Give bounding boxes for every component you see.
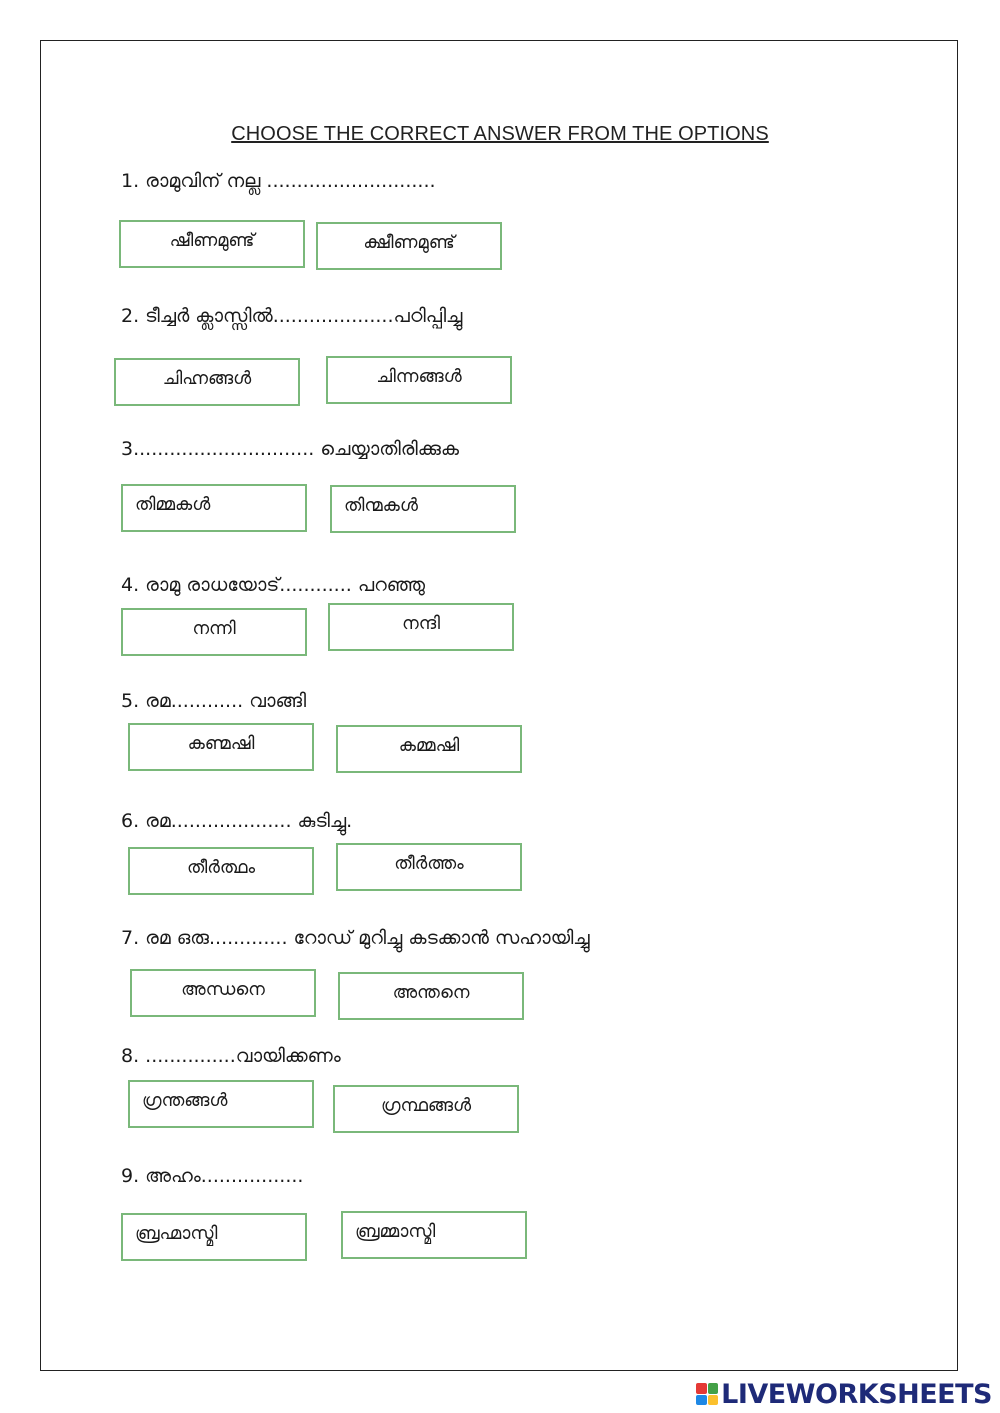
question-7-option-1[interactable]: അന്ധനെ (130, 969, 316, 1017)
question-9-text: 9. അഹം................. (121, 1165, 304, 1187)
question-2-text: 2. ടീച്ചർ ക്ലാസ്സിൽ....................പഠിപ്പിച്ചു (121, 305, 463, 327)
question-6-option-2[interactable]: തീർത്തം (336, 843, 522, 891)
question-5-option-1[interactable]: കണ്മഷി (128, 723, 314, 771)
question-1-option-2[interactable]: ക്ഷീണമുണ്ട് (316, 222, 502, 270)
worksheet-title: CHOOSE THE CORRECT ANSWER FROM THE OPTIONS (231, 123, 769, 145)
question-3-text: 3.............................. ചെയ്യാതിരിക്കുക (121, 438, 459, 460)
question-8-text: 8. ...............വായിക്കണം (121, 1045, 341, 1067)
question-4-option-2[interactable]: നന്ദി (328, 603, 514, 651)
question-7-text: 7. രമ ഒരു............. റോഡ് മുറിച്ചു കടക്കാൻ സഹായിച്ചു (121, 927, 590, 949)
question-9-option-1[interactable]: ബ്രഹ്മാസ്മി (121, 1213, 307, 1261)
question-3-option-2[interactable]: തിന്മകൾ (330, 485, 516, 533)
question-5-option-2[interactable]: കമ്മഷി (336, 725, 522, 773)
question-3-option-1[interactable]: തിമ്മകൾ (121, 484, 307, 532)
question-2-option-1[interactable]: ചിഹ്നങ്ങൾ (114, 358, 300, 406)
question-4-option-1[interactable]: നന്നി (121, 608, 307, 656)
question-1-text: 1. രാമുവിന് നല്ല ............................ (121, 170, 436, 192)
question-4-text: 4. രാമു രാധയോട്............ പറഞ്ഞു (121, 574, 426, 596)
liveworksheets-logo[interactable] (696, 1379, 992, 1409)
question-5-text: 5. രമ............ വാങ്ങി (121, 690, 307, 712)
logo-text: LIVEWORKSHEETS (721, 1378, 992, 1410)
question-8-option-2[interactable]: ഗ്രന്ഥങ്ങൾ (333, 1085, 519, 1133)
question-9-option-2[interactable]: ബ്രമ്മാസ്മി (341, 1211, 527, 1259)
question-6-option-1[interactable]: തീർത്ഥം (128, 847, 314, 895)
question-7-option-2[interactable]: അന്തനെ (338, 972, 524, 1020)
question-8-option-1[interactable]: ഗ്രന്തങ്ങൾ (128, 1080, 314, 1128)
liveworksheets-logo-icon (696, 1383, 718, 1405)
question-2-option-2[interactable]: ചിന്നങ്ങൾ (326, 356, 512, 404)
question-1-option-1[interactable]: ഷീണമുണ്ട് (119, 220, 305, 268)
question-6-text: 6. രമ.................... കുടിച്ചു. (121, 810, 353, 832)
